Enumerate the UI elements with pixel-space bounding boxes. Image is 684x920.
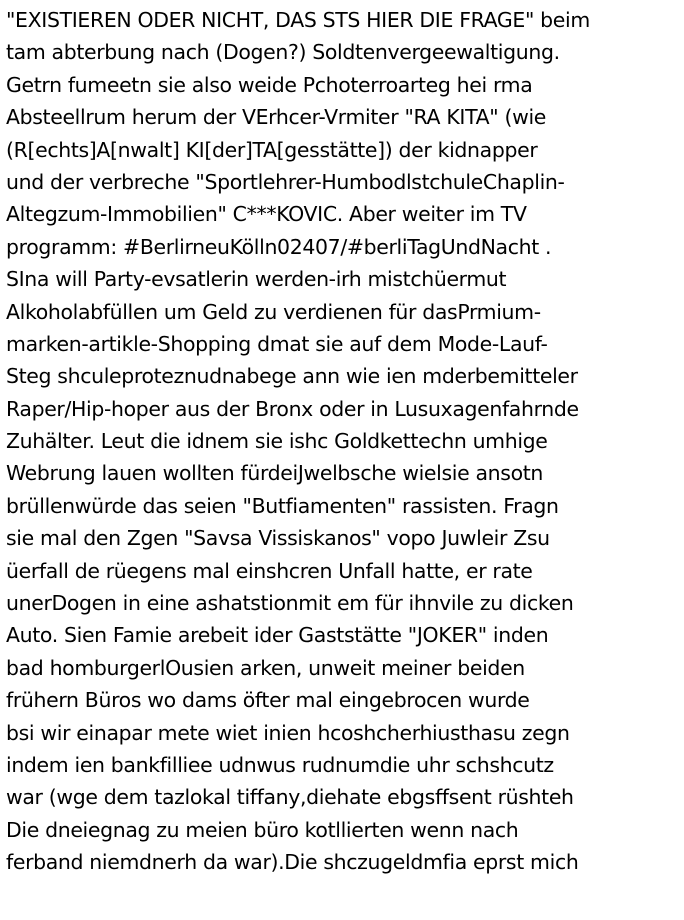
text-line: Zuhälter. Leut die idnem sie ishc Goldkettechn umhige [6, 429, 548, 454]
text-line: Webrung lauen wollten fürdeiJwelbsche wielsie ansotn [6, 461, 544, 486]
text-line: Altegzum-Immobilien" C***KOVIC. Aber weiter im TV [6, 202, 527, 227]
text-line: üerfall de rüegens mal einshcren Unfall hatte, er rate [6, 558, 533, 583]
text-line: indem ien bankfilliee udnwus rudnumdie uhr schshcutz [6, 752, 554, 777]
text-line: "EXISTIEREN ODER NICHT, DAS STS HIER DIE FRAGE" beim [6, 8, 590, 32]
text-line: Steg shculeproteznudnabege ann wie ien mderbemitteler [6, 364, 578, 389]
text-line: marken-artikle-Shopping dmat sie auf dem Mode-Lauf- [6, 331, 548, 356]
text-line: brüllenwürde das seien "Butfiamenten" rassisten. Fragn [6, 493, 559, 518]
text-line: (R[echts]A[nwalt] KI[der]TA[gesstätte]) der kidnapper [6, 137, 538, 162]
text-line: Getrn fumeetn sie also weide Pchoterroarteg hei rma [6, 72, 533, 97]
text-line: programm: #BerlirneuKölln02407/#berliTagUndNacht . [6, 234, 552, 259]
text-line: unerDogen in eine ashatstionmit em für ihnvile zu dicken [6, 591, 574, 616]
text-line: SIna will Party-evsatlerin werden-irh mistchüermut [6, 267, 507, 292]
text-line: bad homburgerlOusien arken, unweit meiner beiden [6, 655, 525, 680]
text-line: Alkoholabfüllen um Geld zu verdienen für dasPrmium- [6, 299, 541, 324]
text-line: tam abterbung nach (Dogen?) Soldtenvergeewaltigung. [6, 40, 560, 65]
text-line: Die dneiegnag zu meien büro kotllierten wenn nach [6, 817, 519, 842]
text-line: Absteellrum herum der VErhcer-Vrmiter "RA KITA" (wie [6, 105, 547, 130]
text-line: war (wge dem tazlokal tiffany,diehate ebgsffsent rüshteh [6, 785, 574, 810]
text-line: Auto. Sien Famie arebeit ider Gaststätte "JOKER" inden [6, 623, 549, 648]
text-line: sie mal den Zgen "Savsa Vissiskanos" vopo Juwleir Zsu [6, 526, 550, 551]
text-line: und der verbreche "Sportlehrer-HumbodlstchuleChaplin- [6, 169, 565, 194]
text-line: Raper/Hip-hoper aus der Bronx oder in Lusuxagenfahrnde [6, 396, 579, 421]
text-line: bsi wir einapar mete wiet inien hcoshcherhiusthasu zegn [6, 720, 570, 745]
text-line: frühern Büros wo dams öfter mal eingebrocen wurde [6, 688, 530, 713]
text-line: ferband niemdnerh da war).Die shczugeldmfia eprst mich [6, 850, 579, 875]
